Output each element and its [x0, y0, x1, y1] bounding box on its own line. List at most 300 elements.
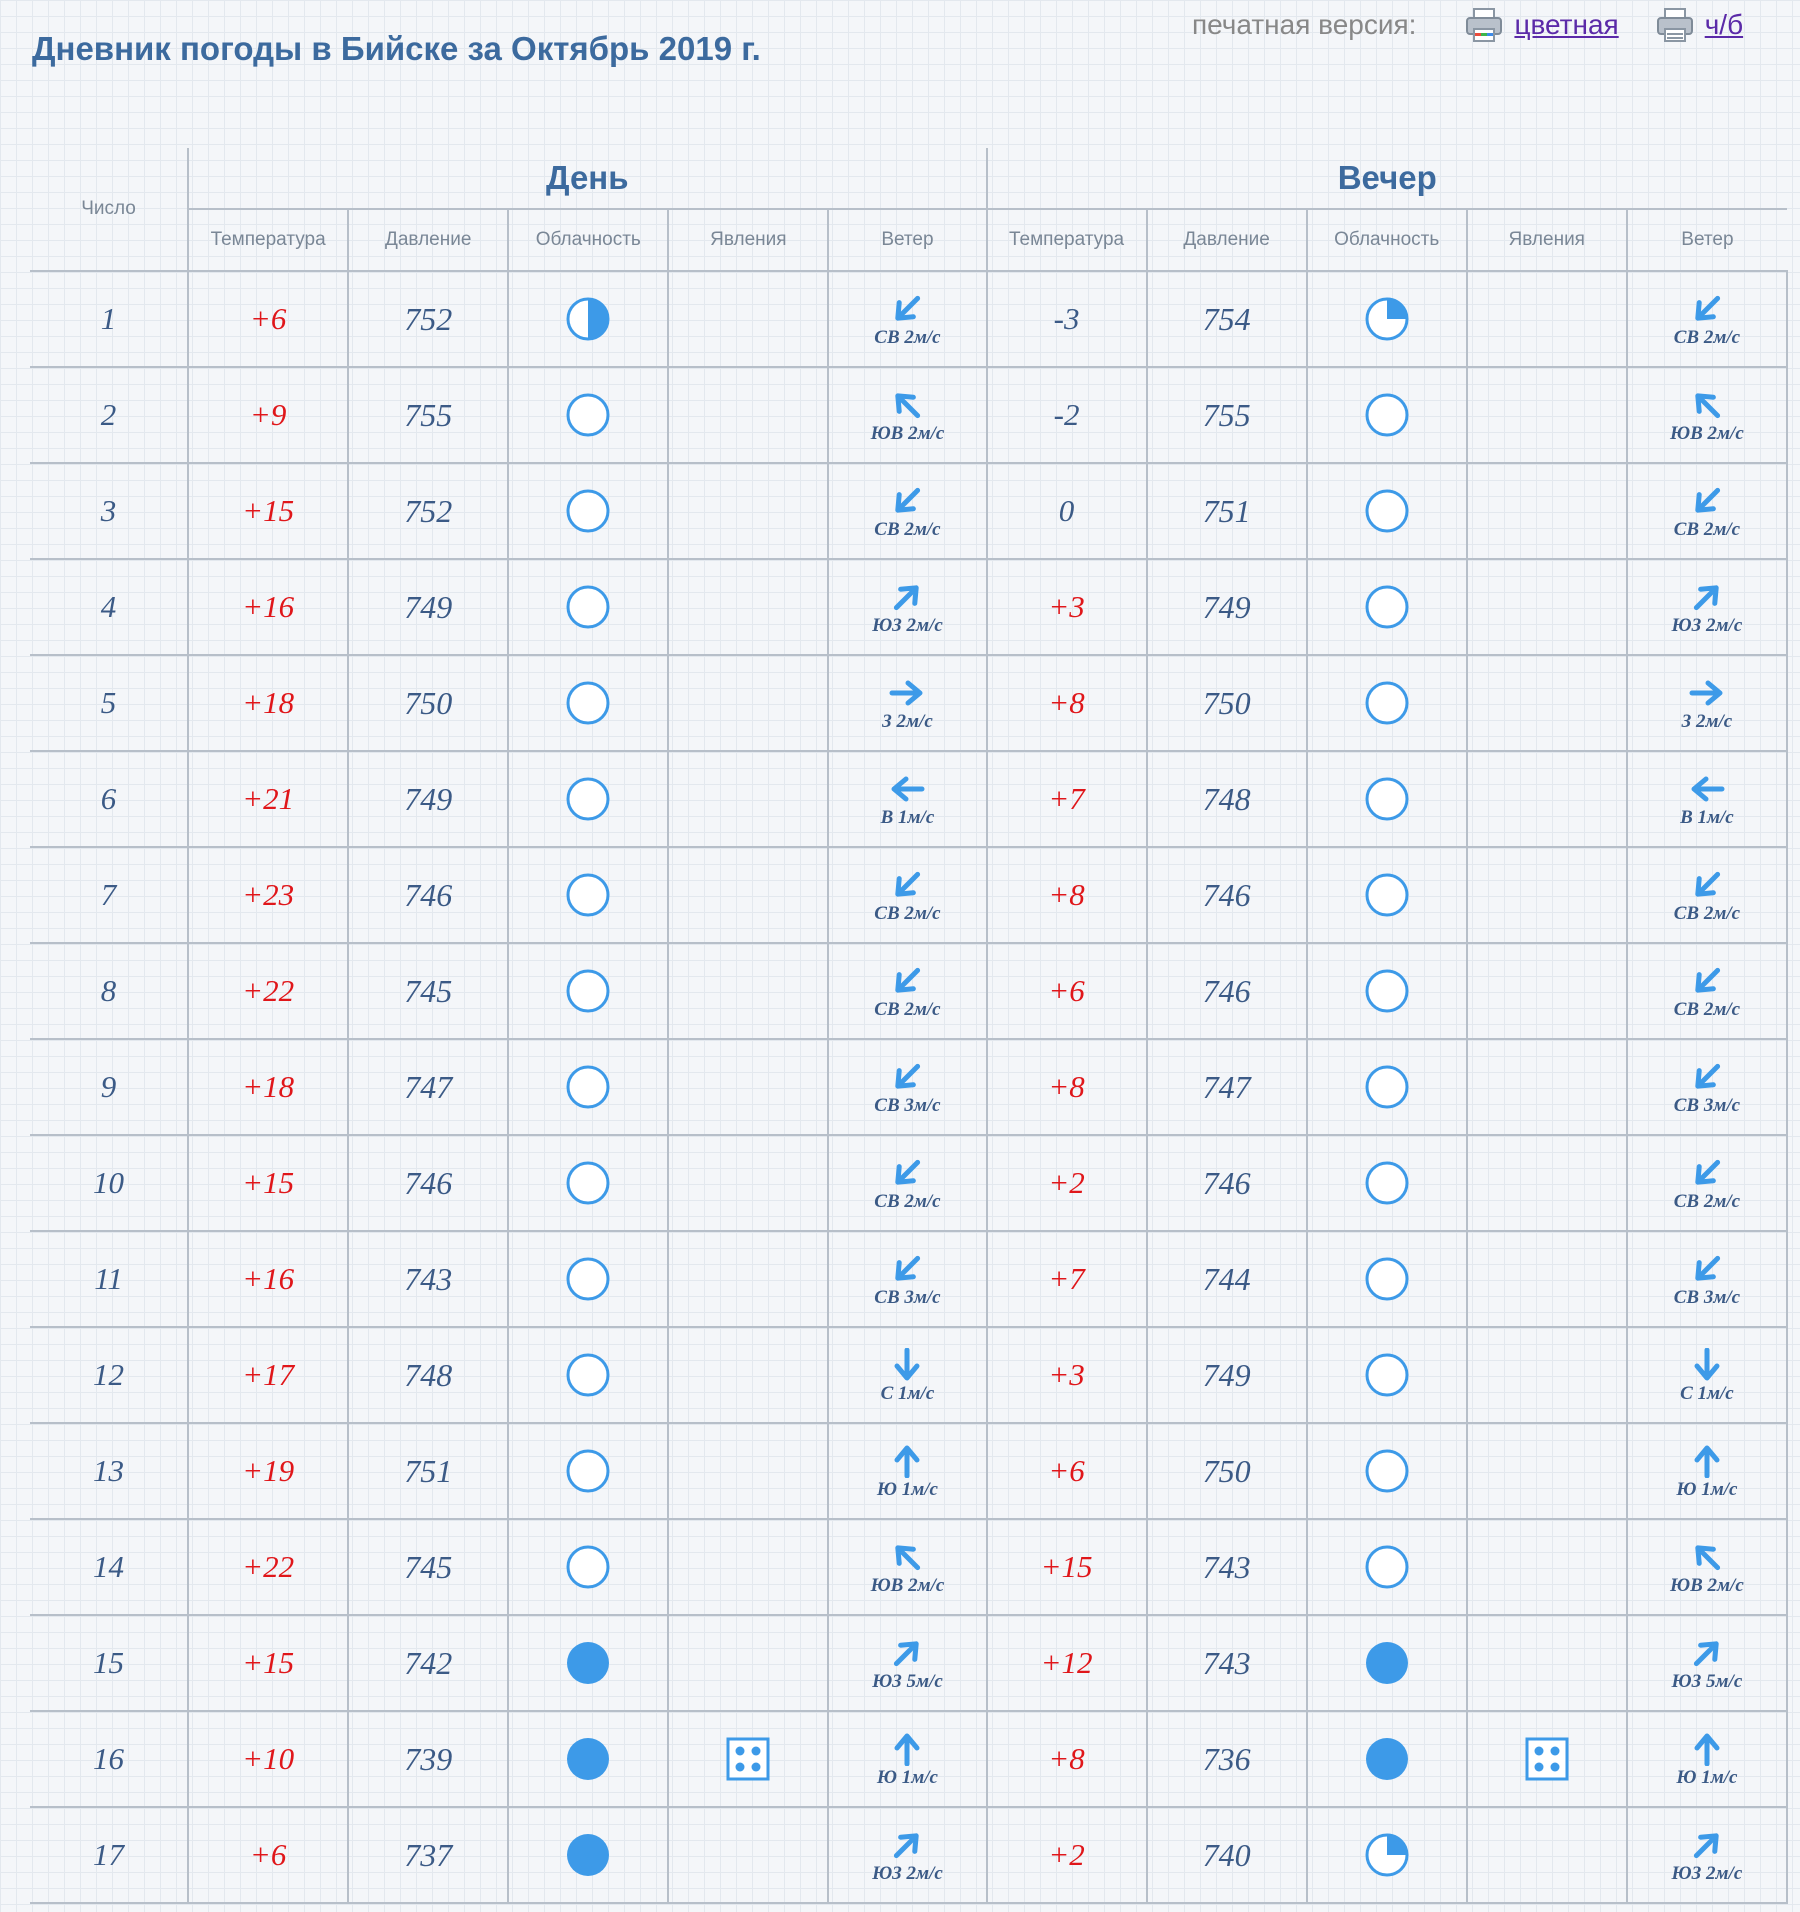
- evening-wind-cell: [1627, 463, 1787, 559]
- day-wind-cell: [828, 559, 986, 655]
- day-phenomena-cell: [668, 751, 828, 847]
- wind-arrow-ne-icon: [887, 1828, 927, 1862]
- evening-phenomena-cell: [1467, 271, 1627, 367]
- evening-wind-cell: [1627, 1807, 1787, 1903]
- clear-sky-icon: [564, 487, 612, 535]
- wind-arrow-n-icon: [1687, 1444, 1727, 1478]
- evening-pressure-cell: 748: [1147, 751, 1307, 847]
- evening-phenomena-cell: [1467, 559, 1627, 655]
- day-pressure-cell: 739: [348, 1711, 508, 1807]
- day-temperature-cell: +18: [188, 655, 348, 751]
- day-temperature-cell: +15: [188, 1615, 348, 1711]
- evening-cloudiness-cell: [1307, 559, 1467, 655]
- day-wind-text: СВ 2м/с: [874, 998, 941, 1020]
- day-wind-text: ЮЗ 2м/с: [872, 1862, 943, 1884]
- evening-temperature-cell: +12: [987, 1615, 1147, 1711]
- day-wind-cell: [828, 1327, 986, 1423]
- day-phenomena-cell: [668, 655, 828, 751]
- day-wind-text: З 2м/с: [882, 710, 933, 732]
- evening-phenomena-cell: [1467, 1519, 1627, 1615]
- clear-sky-icon: [564, 679, 612, 727]
- day-phenomena-cell: [668, 1615, 828, 1711]
- column-header-date: Число: [30, 148, 188, 271]
- clear-sky-icon: [1363, 1543, 1411, 1591]
- day-wind-cell: [828, 463, 986, 559]
- evening-phenomena-cell: [1467, 1711, 1627, 1807]
- date-cell: 2: [30, 367, 188, 463]
- evening-wind-text: СВ 3м/с: [1673, 1094, 1741, 1116]
- day-wind-text: В 1м/с: [880, 806, 935, 828]
- day-cloudiness-cell: [508, 655, 668, 751]
- day-phenomena-cell: [668, 1711, 828, 1807]
- overcast-icon: [564, 1639, 612, 1687]
- evening-cloudiness-cell: [1307, 1519, 1467, 1615]
- clear-sky-icon: [564, 583, 612, 631]
- day-cloudiness-cell: [508, 1711, 668, 1807]
- evening-wind-text: В 1м/с: [1680, 806, 1734, 828]
- evening-wind-cell: [1627, 1039, 1787, 1135]
- day-wind-cell: [828, 1135, 986, 1231]
- evening-cloudiness-cell: [1307, 751, 1467, 847]
- date-cell: 9: [30, 1039, 188, 1135]
- page-title: Дневник погоды в Бийске за Октябрь 2019 г.: [32, 30, 761, 67]
- day-temperature-cell: +10: [188, 1711, 348, 1807]
- group-header-evening: Вечер: [987, 148, 1788, 209]
- clear-sky-icon: [564, 1351, 612, 1399]
- wind-arrow-s-icon: [887, 1348, 927, 1382]
- day-pressure-cell: 745: [348, 943, 508, 1039]
- evening-wind-text: ЮЗ 2м/с: [1671, 1862, 1743, 1884]
- day-temperature-cell: +19: [188, 1423, 348, 1519]
- table-row: [30, 559, 1787, 655]
- wind-arrow-n-icon: [887, 1444, 927, 1478]
- wind-arrow-sw-icon: [887, 1156, 927, 1190]
- wind-arrow-nw-icon: [1687, 1540, 1727, 1574]
- evening-temperature-cell: +15: [987, 1519, 1147, 1615]
- column-header-day-wind: Ветер: [828, 209, 986, 271]
- table-row: [30, 1039, 1787, 1135]
- printer-color-icon: [1464, 7, 1504, 43]
- day-temperature-cell: +6: [188, 271, 348, 367]
- evening-cloudiness-cell: [1307, 1615, 1467, 1711]
- date-cell: 13: [30, 1423, 188, 1519]
- day-cloudiness-cell: [508, 1519, 668, 1615]
- day-pressure-cell: 755: [348, 367, 508, 463]
- evening-wind-cell: [1627, 1519, 1787, 1615]
- evening-cloudiness-cell: [1307, 1423, 1467, 1519]
- day-wind-cell: [828, 1711, 986, 1807]
- wind-arrow-nw-icon: [887, 388, 927, 422]
- day-cloudiness-cell: [508, 1327, 668, 1423]
- column-header-day-cloudiness: Облачность: [508, 209, 668, 271]
- day-temperature-cell: +16: [188, 559, 348, 655]
- evening-cloudiness-cell: [1307, 655, 1467, 751]
- wind-arrow-sw-icon: [1687, 484, 1727, 518]
- day-cloudiness-cell: [508, 559, 668, 655]
- day-temperature-cell: +23: [188, 847, 348, 943]
- day-wind-cell: [828, 751, 986, 847]
- evening-pressure-cell: 744: [1147, 1231, 1307, 1327]
- evening-phenomena-cell: [1467, 367, 1627, 463]
- day-phenomena-cell: [668, 367, 828, 463]
- day-cloudiness-cell: [508, 1615, 668, 1711]
- evening-cloudiness-cell: [1307, 463, 1467, 559]
- clear-sky-icon: [1363, 967, 1411, 1015]
- evening-cloudiness-cell: [1307, 847, 1467, 943]
- wind-arrow-sw-icon: [1687, 1060, 1727, 1094]
- evening-wind-text: СВ 2м/с: [1673, 902, 1741, 924]
- evening-pressure-cell: 740: [1147, 1807, 1307, 1903]
- evening-pressure-cell: 746: [1147, 943, 1307, 1039]
- day-pressure-cell: 751: [348, 1423, 508, 1519]
- print-version-bar: [1192, 2, 1743, 48]
- day-pressure-cell: 752: [348, 463, 508, 559]
- clear-sky-icon: [1363, 871, 1411, 919]
- evening-phenomena-cell: [1467, 1039, 1627, 1135]
- clear-sky-icon: [1363, 1351, 1411, 1399]
- day-phenomena-cell: [668, 559, 828, 655]
- evening-cloudiness-cell: [1307, 1807, 1467, 1903]
- day-pressure-cell: 746: [348, 847, 508, 943]
- evening-wind-text: СВ 2м/с: [1673, 1190, 1741, 1212]
- day-cloudiness-cell: [508, 847, 668, 943]
- day-pressure-cell: 747: [348, 1039, 508, 1135]
- group-header-day: День: [188, 148, 986, 209]
- day-wind-cell: [828, 1615, 986, 1711]
- evening-wind-cell: [1627, 1135, 1787, 1231]
- evening-wind-cell: [1627, 367, 1787, 463]
- clear-sky-icon: [1363, 391, 1411, 439]
- evening-temperature-cell: +6: [987, 1423, 1147, 1519]
- wind-arrow-nw-icon: [887, 1540, 927, 1574]
- day-wind-text: СВ 3м/с: [874, 1094, 941, 1116]
- wind-arrow-ne-icon: [887, 1636, 927, 1670]
- day-wind-cell: [828, 1039, 986, 1135]
- day-wind-text: ЮЗ 2м/с: [872, 614, 943, 636]
- clear-sky-icon: [1363, 487, 1411, 535]
- clear-sky-icon: [564, 1447, 612, 1495]
- wind-arrow-ne-icon: [887, 580, 927, 614]
- evening-wind-cell: [1627, 271, 1787, 367]
- day-wind-cell: [828, 847, 986, 943]
- clear-sky-icon: [1363, 679, 1411, 727]
- table-row: [30, 1423, 1787, 1519]
- evening-wind-cell: [1627, 751, 1787, 847]
- wind-arrow-sw-icon: [887, 1060, 927, 1094]
- evening-wind-text: СВ 2м/с: [1673, 998, 1741, 1020]
- wind-arrow-sw-icon: [1687, 1156, 1727, 1190]
- overcast-icon: [564, 1831, 612, 1879]
- evening-pressure-cell: 749: [1147, 559, 1307, 655]
- evening-temperature-cell: +8: [987, 655, 1147, 751]
- evening-phenomena-cell: [1467, 463, 1627, 559]
- date-cell: 4: [30, 559, 188, 655]
- day-pressure-cell: 743: [348, 1231, 508, 1327]
- print-color-link[interactable]: цветная: [1514, 9, 1619, 40]
- column-header-day-temperature: Температура: [188, 209, 348, 271]
- day-phenomena-cell: [668, 847, 828, 943]
- evening-pressure-cell: 746: [1147, 847, 1307, 943]
- evening-pressure-cell: 750: [1147, 655, 1307, 751]
- wind-arrow-nw-icon: [1687, 388, 1727, 422]
- evening-cloudiness-cell: [1307, 1039, 1467, 1135]
- day-temperature-cell: +17: [188, 1327, 348, 1423]
- evening-pressure-cell: 755: [1147, 367, 1307, 463]
- wind-arrow-sw-icon: [887, 484, 927, 518]
- evening-wind-text: З 2м/с: [1681, 710, 1733, 732]
- wind-arrow-w-icon: [1687, 772, 1727, 806]
- table-row: [30, 463, 1787, 559]
- day-cloudiness-cell: [508, 943, 668, 1039]
- evening-pressure-cell: 736: [1147, 1711, 1307, 1807]
- table-row: [30, 1615, 1787, 1711]
- column-header-evening-phenomena: Явления: [1467, 209, 1627, 271]
- day-phenomena-cell: [668, 943, 828, 1039]
- day-pressure-cell: 749: [348, 751, 508, 847]
- wind-arrow-sw-icon: [887, 868, 927, 902]
- evening-pressure-cell: 750: [1147, 1423, 1307, 1519]
- day-wind-text: СВ 2м/с: [874, 1190, 941, 1212]
- evening-wind-text: ЮЗ 2м/с: [1671, 614, 1743, 636]
- day-wind-cell: [828, 271, 986, 367]
- wind-arrow-n-icon: [1687, 1732, 1727, 1766]
- date-cell: 14: [30, 1519, 188, 1615]
- day-cloudiness-cell: [508, 1039, 668, 1135]
- wind-arrow-e-icon: [1687, 676, 1727, 710]
- day-cloudiness-cell: [508, 271, 668, 367]
- evening-cloudiness-cell: [1307, 1327, 1467, 1423]
- evening-cloudiness-cell: [1307, 1231, 1467, 1327]
- table-row: [30, 943, 1787, 1039]
- day-wind-cell: [828, 943, 986, 1039]
- day-wind-text: СВ 3м/с: [874, 1286, 941, 1308]
- day-pressure-cell: 746: [348, 1135, 508, 1231]
- evening-wind-cell: [1627, 1423, 1787, 1519]
- date-cell: 1: [30, 271, 188, 367]
- clear-sky-icon: [564, 1543, 612, 1591]
- wind-arrow-ne-icon: [1687, 1636, 1727, 1670]
- day-wind-text: ЮВ 2м/с: [870, 1574, 945, 1596]
- wind-arrow-s-icon: [1687, 1348, 1727, 1382]
- evening-wind-text: Ю 1м/с: [1676, 1766, 1738, 1788]
- wind-arrow-sw-icon: [887, 964, 927, 998]
- wind-arrow-sw-icon: [887, 1252, 927, 1286]
- weather-diary-table: [30, 148, 1788, 1904]
- evening-pressure-cell: 743: [1147, 1615, 1307, 1711]
- column-header-evening-cloudiness: Облачность: [1307, 209, 1467, 271]
- day-phenomena-cell: [668, 1039, 828, 1135]
- evening-phenomena-cell: [1467, 1231, 1627, 1327]
- evening-wind-text: Ю 1м/с: [1676, 1478, 1738, 1500]
- mostly-clear-icon: [1363, 295, 1411, 343]
- wind-arrow-sw-icon: [1687, 868, 1727, 902]
- evening-temperature-cell: +7: [987, 1231, 1147, 1327]
- clear-sky-icon: [564, 1063, 612, 1111]
- day-pressure-cell: 750: [348, 655, 508, 751]
- day-temperature-cell: +6: [188, 1807, 348, 1903]
- clear-sky-icon: [1363, 1063, 1411, 1111]
- wind-arrow-ne-icon: [1687, 580, 1727, 614]
- overcast-icon: [564, 1735, 612, 1783]
- column-header-day-pressure: Давление: [348, 209, 508, 271]
- day-wind-text: ЮВ 2м/с: [870, 422, 945, 444]
- date-cell: 5: [30, 655, 188, 751]
- day-wind-cell: [828, 1423, 986, 1519]
- table-row: [30, 1327, 1787, 1423]
- evening-phenomena-cell: [1467, 847, 1627, 943]
- day-phenomena-cell: [668, 463, 828, 559]
- table-row: [30, 367, 1787, 463]
- table-row: [30, 1711, 1787, 1807]
- clear-sky-icon: [564, 775, 612, 823]
- wind-arrow-sw-icon: [887, 292, 927, 326]
- evening-temperature-cell: +2: [987, 1135, 1147, 1231]
- evening-wind-cell: [1627, 1231, 1787, 1327]
- evening-pressure-cell: 749: [1147, 1327, 1307, 1423]
- evening-wind-text: ЮВ 2м/с: [1670, 1574, 1744, 1596]
- evening-cloudiness-cell: [1307, 271, 1467, 367]
- day-phenomena-cell: [668, 1135, 828, 1231]
- day-wind-text: Ю 1м/с: [876, 1766, 938, 1788]
- clear-sky-icon: [564, 391, 612, 439]
- evening-wind-text: С 1м/с: [1680, 1382, 1734, 1404]
- date-cell: 10: [30, 1135, 188, 1231]
- day-temperature-cell: +15: [188, 1135, 348, 1231]
- day-phenomena-cell: [668, 1519, 828, 1615]
- overcast-icon: [1363, 1735, 1411, 1783]
- evening-wind-cell: [1627, 847, 1787, 943]
- table-row: [30, 1231, 1787, 1327]
- date-cell: 12: [30, 1327, 188, 1423]
- clear-sky-icon: [1363, 583, 1411, 631]
- day-temperature-cell: +15: [188, 463, 348, 559]
- table-row: [30, 271, 1787, 367]
- date-cell: 8: [30, 943, 188, 1039]
- overcast-icon: [1363, 1639, 1411, 1687]
- evening-cloudiness-cell: [1307, 367, 1467, 463]
- day-phenomena-cell: [668, 1423, 828, 1519]
- wind-arrow-sw-icon: [1687, 964, 1727, 998]
- printer-bw-icon: [1655, 7, 1695, 43]
- day-temperature-cell: +21: [188, 751, 348, 847]
- day-pressure-cell: 742: [348, 1615, 508, 1711]
- print-bw-link[interactable]: ч/б: [1704, 9, 1744, 40]
- day-cloudiness-cell: [508, 463, 668, 559]
- day-wind-text: С 1м/с: [880, 1382, 935, 1404]
- weather-diary-rows: [30, 271, 1787, 1903]
- table-row: [30, 1807, 1787, 1903]
- table-row: [30, 847, 1787, 943]
- column-header-evening-wind: Ветер: [1627, 209, 1787, 271]
- evening-temperature-cell: +3: [987, 1327, 1147, 1423]
- wind-arrow-e-icon: [887, 676, 927, 710]
- day-cloudiness-cell: [508, 1423, 668, 1519]
- day-wind-text: ЮЗ 5м/с: [872, 1670, 943, 1692]
- evening-phenomena-cell: [1467, 655, 1627, 751]
- evening-temperature-cell: +2: [987, 1807, 1147, 1903]
- day-wind-cell: [828, 367, 986, 463]
- wind-arrow-w-icon: [887, 772, 927, 806]
- clear-sky-icon: [1363, 775, 1411, 823]
- date-cell: 6: [30, 751, 188, 847]
- evening-phenomena-cell: [1467, 1327, 1627, 1423]
- day-pressure-cell: 749: [348, 559, 508, 655]
- day-wind-cell: [828, 1231, 986, 1327]
- evening-wind-cell: [1627, 1711, 1787, 1807]
- clear-sky-icon: [1363, 1159, 1411, 1207]
- day-temperature-cell: +22: [188, 943, 348, 1039]
- evening-temperature-cell: -2: [987, 367, 1147, 463]
- column-header-evening-pressure: Давление: [1147, 209, 1307, 271]
- evening-temperature-cell: 0: [987, 463, 1147, 559]
- evening-wind-cell: [1627, 1327, 1787, 1423]
- clear-sky-icon: [564, 1255, 612, 1303]
- clear-sky-icon: [564, 967, 612, 1015]
- evening-temperature-cell: +3: [987, 559, 1147, 655]
- evening-cloudiness-cell: [1307, 1135, 1467, 1231]
- evening-wind-cell: [1627, 655, 1787, 751]
- rain-icon: [725, 1736, 771, 1782]
- day-phenomena-cell: [668, 1807, 828, 1903]
- evening-phenomena-cell: [1467, 1135, 1627, 1231]
- day-cloudiness-cell: [508, 1135, 668, 1231]
- evening-phenomena-cell: [1467, 1807, 1627, 1903]
- evening-wind-text: СВ 3м/с: [1673, 1286, 1741, 1308]
- day-wind-text: СВ 2м/с: [874, 902, 941, 924]
- clear-sky-icon: [564, 1159, 612, 1207]
- day-cloudiness-cell: [508, 1231, 668, 1327]
- day-pressure-cell: 752: [348, 271, 508, 367]
- day-pressure-cell: 748: [348, 1327, 508, 1423]
- date-cell: 3: [30, 463, 188, 559]
- evening-cloudiness-cell: [1307, 943, 1467, 1039]
- day-cloudiness-cell: [508, 367, 668, 463]
- rain-icon: [1524, 1736, 1570, 1782]
- evening-wind-text: СВ 2м/с: [1673, 326, 1741, 348]
- wind-arrow-ne-icon: [1687, 1828, 1727, 1862]
- print-bw-item[interactable]: [1655, 7, 1743, 43]
- clear-sky-icon: [564, 871, 612, 919]
- wind-arrow-sw-icon: [1687, 292, 1727, 326]
- evening-temperature-cell: +8: [987, 1711, 1147, 1807]
- evening-pressure-cell: 754: [1147, 271, 1307, 367]
- wind-arrow-n-icon: [887, 1732, 927, 1766]
- evening-pressure-cell: 747: [1147, 1039, 1307, 1135]
- wind-arrow-sw-icon: [1687, 1252, 1727, 1286]
- day-cloudiness-cell: [508, 1807, 668, 1903]
- table-row: [30, 655, 1787, 751]
- evening-phenomena-cell: [1467, 943, 1627, 1039]
- evening-cloudiness-cell: [1307, 1711, 1467, 1807]
- evening-temperature-cell: +8: [987, 1039, 1147, 1135]
- evening-pressure-cell: 743: [1147, 1519, 1307, 1615]
- day-wind-cell: [828, 1807, 986, 1903]
- evening-pressure-cell: 746: [1147, 1135, 1307, 1231]
- table-row: [30, 1519, 1787, 1615]
- day-wind-text: Ю 1м/с: [876, 1478, 938, 1500]
- print-version-label: печатная версия:: [1192, 9, 1417, 40]
- date-cell: 11: [30, 1231, 188, 1327]
- clear-sky-icon: [1363, 1447, 1411, 1495]
- day-wind-cell: [828, 655, 986, 751]
- evening-wind-cell: [1627, 943, 1787, 1039]
- day-pressure-cell: 737: [348, 1807, 508, 1903]
- print-color-item[interactable]: [1464, 7, 1618, 43]
- evening-phenomena-cell: [1467, 1423, 1627, 1519]
- evening-temperature-cell: +8: [987, 847, 1147, 943]
- column-header-day-phenomena: Явления: [668, 209, 828, 271]
- clear-sky-icon: [1363, 1255, 1411, 1303]
